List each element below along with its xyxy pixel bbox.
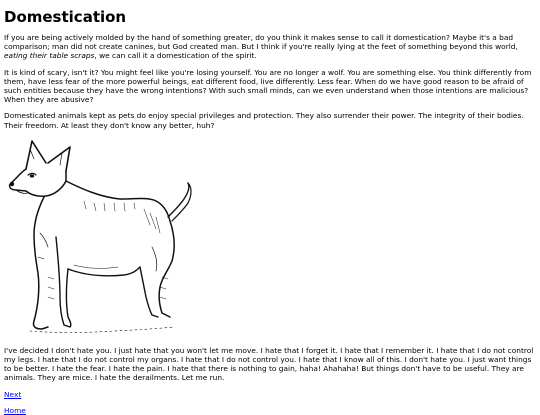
chihuahua-illustration bbox=[4, 137, 209, 337]
next-link[interactable]: Next bbox=[4, 389, 22, 399]
nav-home bbox=[4, 406, 536, 415]
paragraph-1 bbox=[4, 33, 536, 61]
paragraph-1-emphasis: eating their table scraps bbox=[4, 51, 95, 61]
paragraph-4: I've decided I don't hate you. I just hate that you won't let me move. I hate that I forget it. I hate that I remember it. I hate that I do not control my legs. I hate that I do not control my organs. I hate that I do not control you. I hate that I know all of this. I don't hate you. I just want things to be better. I hate the fear. I hate the pain. I hate that there is nothing to gain, haha! Ahahaha! But things don't have to be useful. They are animals. They are mice. I hate the derailments. Let me run. bbox=[4, 345, 534, 383]
paragraph-2: It is kind of scary, isn't it? You might feel like you're losing yourself. You are no longer a wolf. You are something else. You think differently from them, have less fear of the more powerful beings, eat different food, live differently. Less fear. When do we have good reason to be afraid of such entities because they have the wrong intentions? With such small minds, can we even understand when those intentions are malicious? When they are abusive? bbox=[4, 67, 532, 105]
nav-next bbox=[4, 390, 536, 399]
paragraph-1-text-b: , we can call it a domestication of the spirit. bbox=[94, 51, 257, 61]
paragraph-1-text-a: If you are being actively molded by the hand of something greater, do you think it makes sense to call it domestication? Maybe it's a bad comparison; man did not create canines, but God created man. But I think if you're really lying at the feet of something beyond this world, bbox=[4, 33, 518, 52]
page-title: Domestication bbox=[4, 8, 127, 26]
home-link[interactable]: Home bbox=[4, 405, 26, 415]
paragraph-3: Domesticated animals kept as pets do enjoy special privileges and protection. They also surrender their power. The integrity of their bodies. Their freedom. At least they don't know any better, huh? bbox=[4, 111, 524, 130]
page-content bbox=[0, 8, 540, 415]
